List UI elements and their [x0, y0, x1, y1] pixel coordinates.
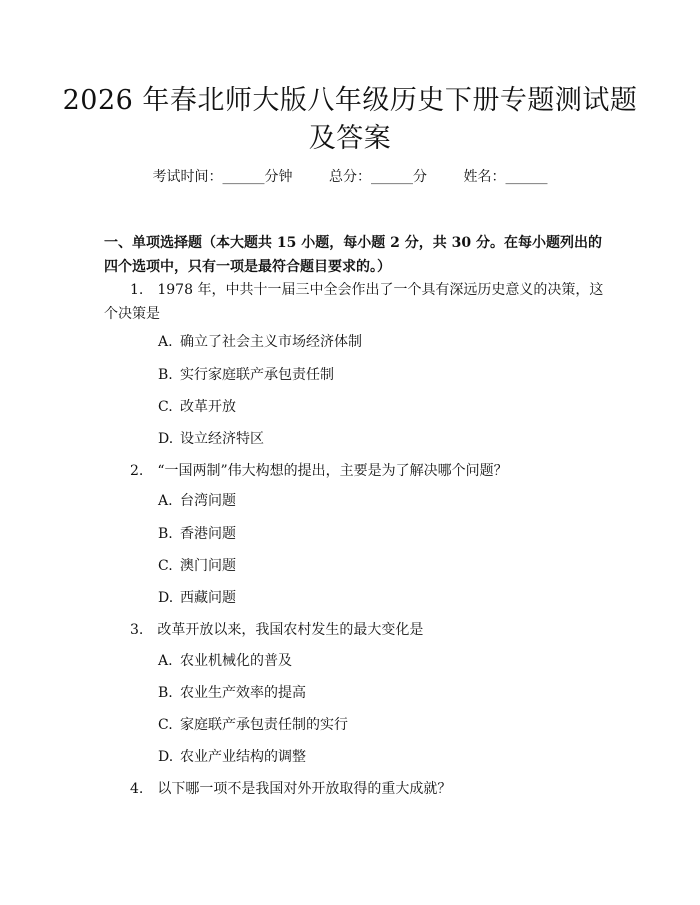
option-1d [158, 429, 264, 449]
option-letter: A. [158, 493, 173, 509]
document-title: 2026 年春北师大版八年级历史下册专题测试题及答案 [62, 85, 638, 154]
option-letter: C. [158, 558, 173, 574]
question-text: 1978 年，中共十一届三中全会作出了一个具有深远历史意义的决策，这个决策是 [104, 282, 604, 322]
question-2 [104, 459, 604, 483]
option-text: 澳门问题 [180, 558, 236, 574]
option-text: 改革开放 [180, 399, 236, 415]
question-text: “一国两制”伟大构想的提出，主要是为了解决哪个问题？ [157, 463, 508, 479]
option-letter: A. [158, 334, 173, 350]
option-1a [158, 332, 362, 352]
question-4 [104, 777, 604, 801]
option-text: 实行家庭联产承包责任制 [180, 367, 334, 383]
question-1 [104, 278, 604, 326]
section-heading: 一、单项选择题（本大题共 15 小题，每小题 2 分，共 30 分。在每小题列出的四个选项中，只有一项是最符合题目要求的。） [104, 235, 602, 275]
option-text: 西藏问题 [180, 590, 236, 606]
question-3 [104, 618, 604, 642]
option-2a [158, 491, 236, 511]
option-2c [158, 556, 236, 576]
option-text: 农业机械化的普及 [180, 653, 292, 669]
option-letter: C. [158, 717, 173, 733]
option-3d [158, 747, 306, 767]
option-letter: B. [158, 367, 173, 383]
option-3c [158, 715, 348, 735]
option-text: 香港问题 [180, 526, 236, 542]
question-number: 2. [130, 463, 144, 479]
question-number: 3. [130, 622, 144, 638]
exam-info [0, 167, 700, 187]
option-letter: A. [158, 653, 173, 669]
option-letter: D. [158, 749, 174, 765]
option-letter: B. [158, 685, 173, 701]
exam-score: 总分：______分 [329, 169, 427, 185]
option-text: 家庭联产承包责任制的实行 [180, 717, 348, 733]
option-text: 农业产业结构的调整 [180, 749, 306, 765]
option-1b [158, 365, 334, 385]
option-text: 确立了社会主义市场经济体制 [180, 334, 362, 350]
question-number: 1. [130, 282, 144, 298]
option-1c [158, 397, 236, 417]
option-text: 台湾问题 [180, 493, 236, 509]
exam-time: 考试时间：______分钟 [152, 169, 293, 185]
question-number: 4. [130, 781, 144, 797]
question-text: 改革开放以来，我国农村发生的最大变化是 [157, 622, 424, 638]
option-3a [158, 651, 292, 671]
student-name: 姓名：______ [463, 169, 548, 185]
option-2b [158, 524, 236, 544]
option-text: 农业生产效率的提高 [180, 685, 306, 701]
option-text: 设立经济特区 [180, 431, 264, 447]
option-letter: C. [158, 399, 173, 415]
option-2d [158, 588, 236, 608]
option-letter: D. [158, 431, 174, 447]
option-letter: B. [158, 526, 173, 542]
option-letter: D. [158, 590, 174, 606]
question-text: 以下哪一项不是我国对外开放取得的重大成就？ [157, 781, 452, 797]
option-3b [158, 683, 306, 703]
